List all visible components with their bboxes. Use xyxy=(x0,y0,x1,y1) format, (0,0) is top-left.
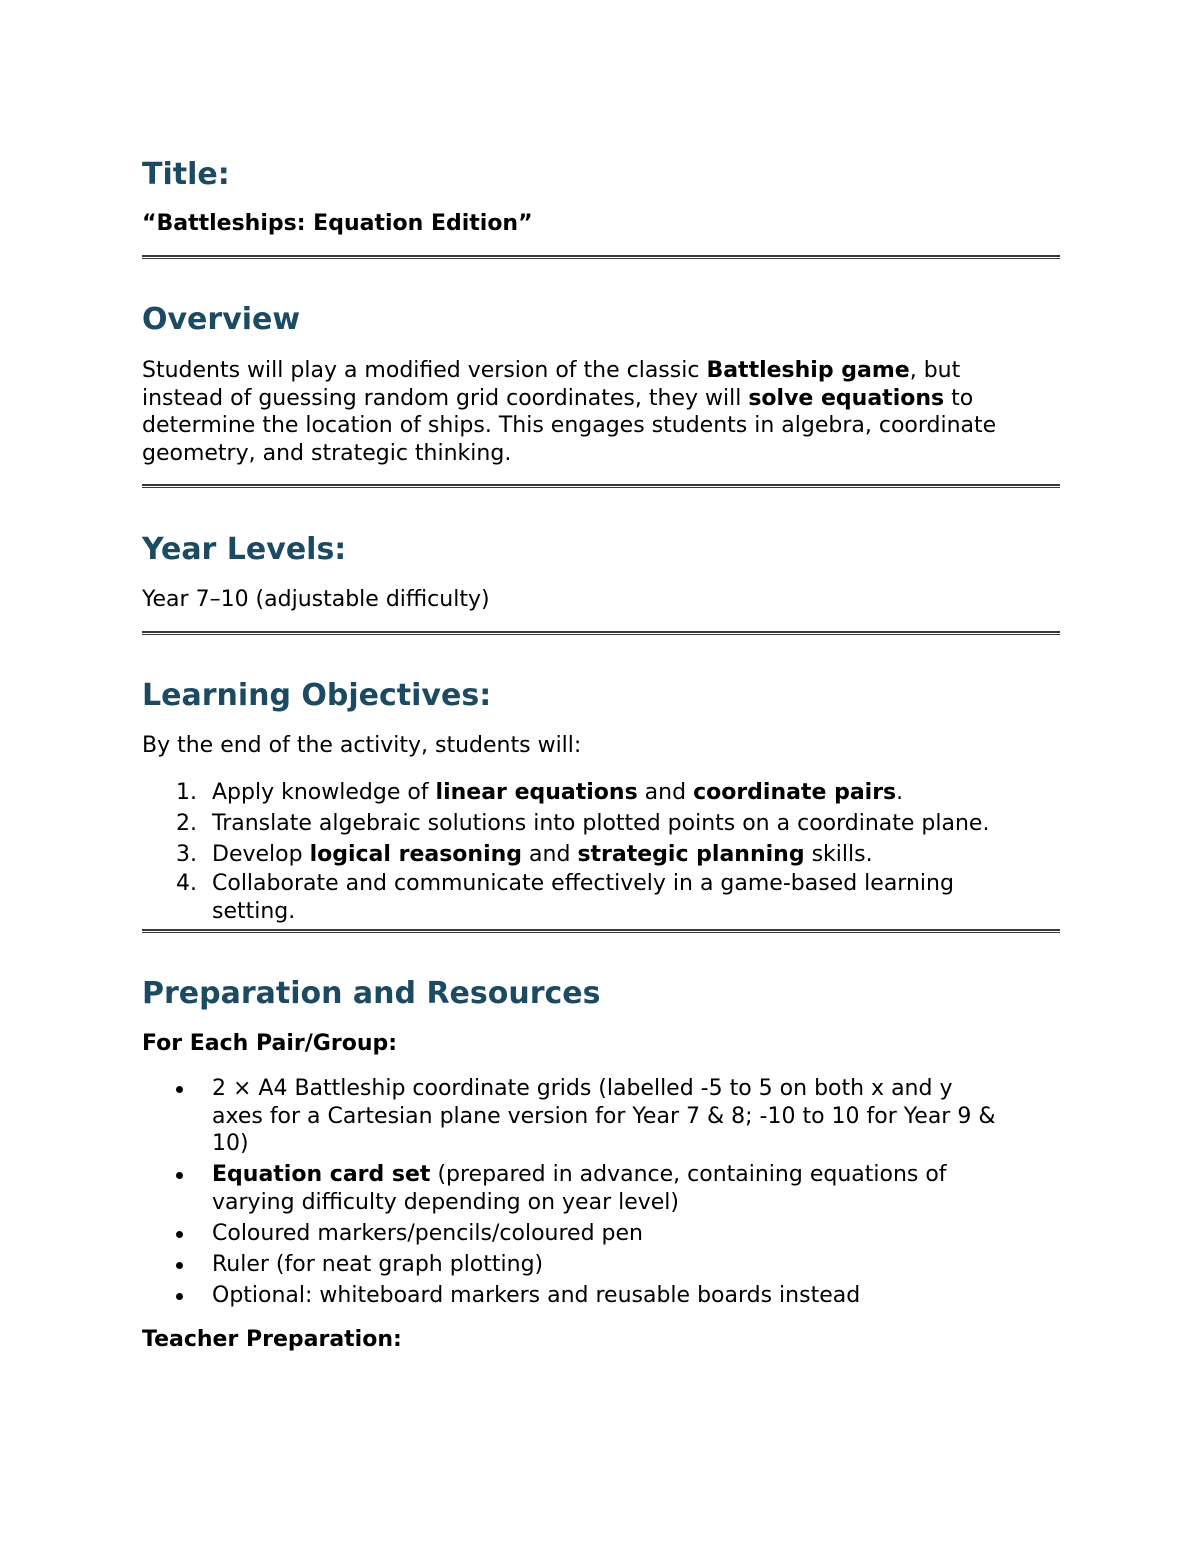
list-item: 2. Translate algebraic solutions into plotted points on a coordinate plane. xyxy=(176,811,990,836)
bullet-icon xyxy=(176,1231,183,1238)
objectives-list xyxy=(142,777,989,926)
year-levels-text: Year 7–10 (adjustable difficulty) xyxy=(142,587,490,612)
divider xyxy=(142,484,1060,488)
pair-group-subheading: For Each Pair/Group: xyxy=(142,1031,398,1056)
list-item: 4. Collaborate and communicate effectively in a game-based learning setting. xyxy=(176,871,954,924)
overview-line-4: geometry, and strategic thinking. xyxy=(142,440,512,466)
overview-line-1: Students will play a modified version of the classic Battleship game, but xyxy=(142,358,961,383)
objectives-intro: By the end of the activity, students will: xyxy=(142,733,582,758)
divider xyxy=(142,929,1060,933)
bullet-icon xyxy=(176,1293,183,1300)
activity-title: “Battleships: Equation Edition” xyxy=(142,211,533,236)
overview-line-3: determine the location of ships. This engages students in algebra, coordinate xyxy=(142,413,997,438)
resources-list xyxy=(142,1075,995,1313)
divider xyxy=(142,631,1060,635)
list-item: Coloured markers/pencils/coloured pen xyxy=(142,1220,995,1248)
learning-objectives-heading: Learning Objectives: xyxy=(142,678,492,713)
teacher-preparation-subheading: Teacher Preparation: xyxy=(142,1327,402,1352)
overview-paragraph xyxy=(142,357,996,467)
divider xyxy=(142,255,1060,259)
bullet-icon xyxy=(176,1086,183,1093)
bullet-icon xyxy=(176,1172,183,1179)
list-item: Equation card set (prepared in advance, containing equations of varying difficulty depending on year level) xyxy=(142,1161,995,1216)
year-levels-heading: Year Levels: xyxy=(142,532,347,567)
list-item: 1. Apply knowledge of linear equations and coordinate pairs. xyxy=(176,780,904,805)
overview-line-2: instead of guessing random grid coordinates, they will solve equations to xyxy=(142,385,974,411)
overview-heading: Overview xyxy=(142,302,301,337)
title-heading: Title: xyxy=(142,157,230,192)
preparation-heading: Preparation and Resources xyxy=(142,976,601,1011)
list-item: Optional: whiteboard markers and reusable boards instead xyxy=(142,1282,995,1310)
list-item: 3. Develop logical reasoning and strategic planning skills. xyxy=(176,842,873,867)
list-item: Ruler (for neat graph plotting) xyxy=(142,1251,995,1279)
list-item: 2 × A4 Battleship coordinate grids (labelled -5 to 5 on both x and y axes for a Cartesian plane version for Year 7 & 8; -10 to 10 for Year 9 & 10) xyxy=(142,1075,995,1158)
bullet-icon xyxy=(176,1262,183,1269)
